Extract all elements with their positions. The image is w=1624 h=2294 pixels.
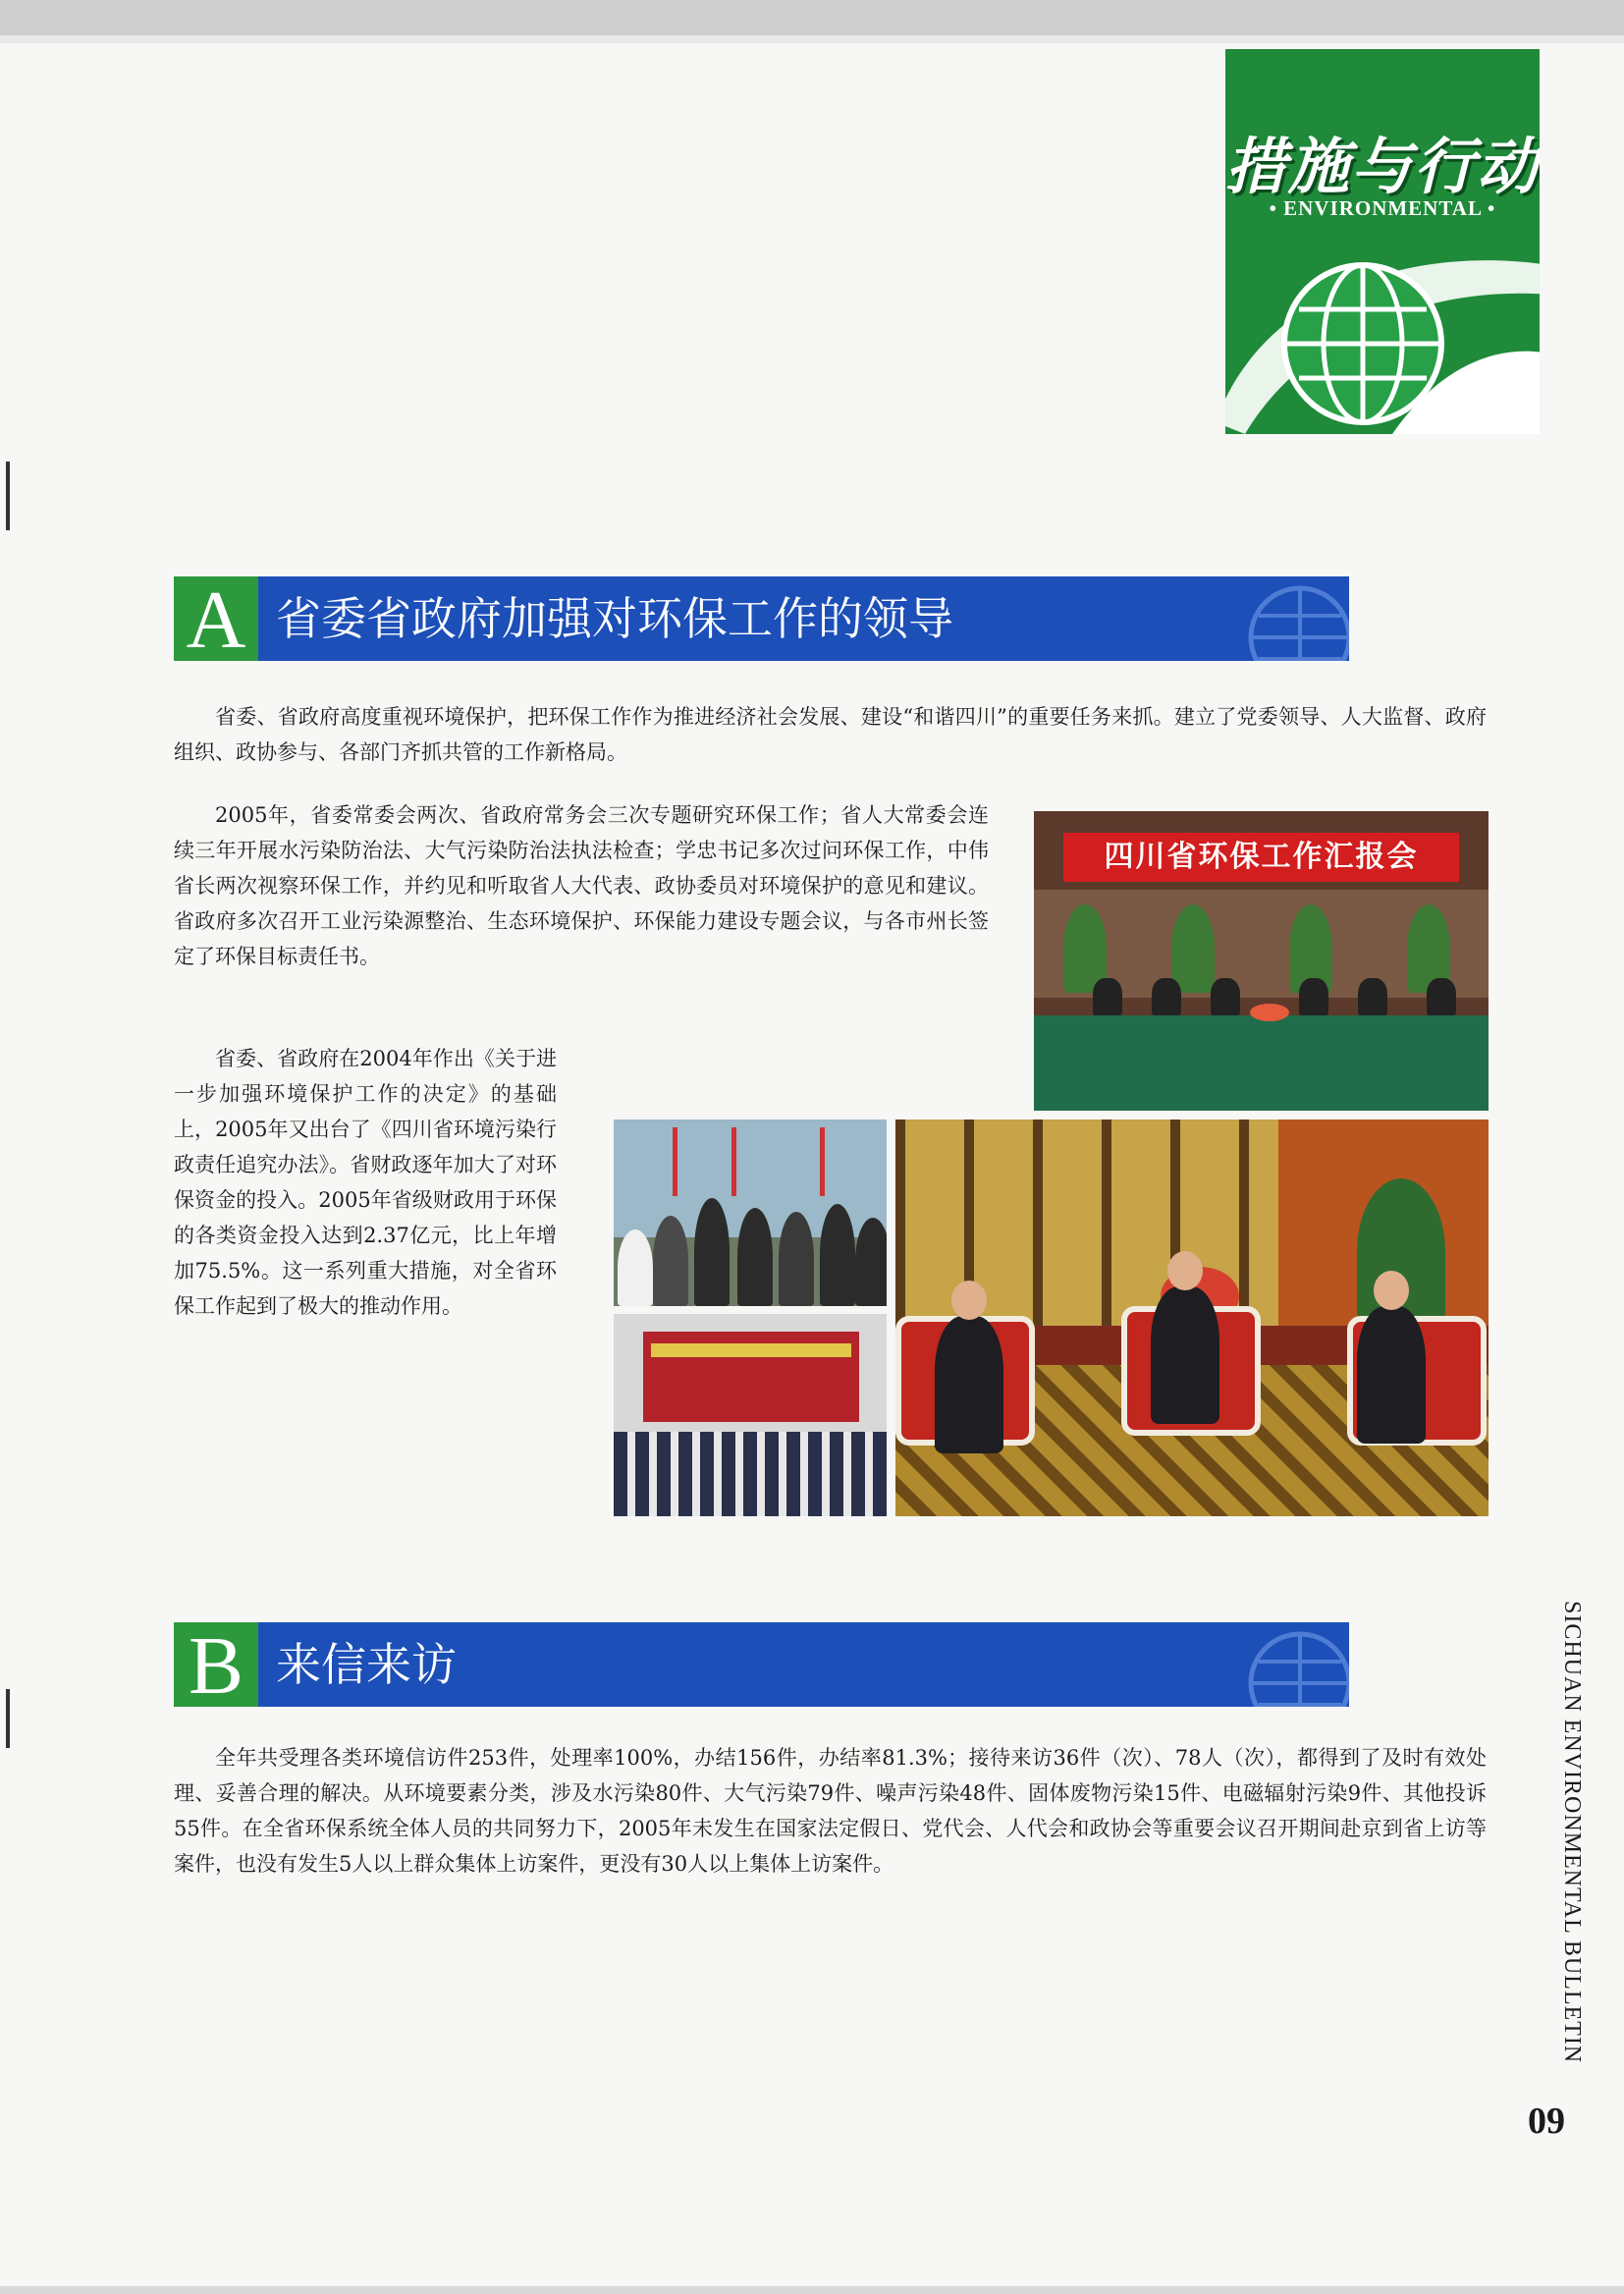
person (855, 1218, 887, 1306)
person (737, 1208, 773, 1306)
section-a-paragraph: 省委、省政府高度重视环境保护，把环保工作作为推进经济社会发展、建设“和谐四川”的重要任务来抓。建立了党委领导、人大监督、政府组织、政协参与、各部门齐抓共管的工作新格局。 (174, 705, 1487, 764)
person (779, 1212, 814, 1306)
person (694, 1198, 730, 1306)
person (1358, 978, 1387, 1017)
section-b-title: 来信来访 (276, 1638, 457, 1691)
plant (1171, 904, 1215, 993)
person (820, 1204, 855, 1306)
person (1151, 1286, 1219, 1424)
person-head (1167, 1251, 1203, 1290)
pole (731, 1127, 736, 1196)
stage-banner (651, 1343, 851, 1357)
globe-leaf-icon (1225, 226, 1540, 434)
person (1093, 978, 1122, 1017)
section-a-title: 省委省政府加强对环保工作的领导 (276, 592, 953, 645)
pole (673, 1127, 677, 1196)
photo-environmental-report-meeting (1034, 811, 1489, 1111)
person (935, 1316, 1003, 1453)
binding-mark (6, 1689, 10, 1748)
page-number: 09 (1528, 2101, 1565, 2142)
photo-conference-hall (614, 1314, 887, 1516)
person-head (951, 1281, 987, 1320)
section-b-paragraph: 全年共受理各类环境信访件253件，处理率100%，办结156件，办结率81.3%；接待来访36件（次）、78人（次），都得到了及时有效处理、妥善合理的解决。从环境要素分类，涉及水污染80件、大气污染79件、噪声污染48件、固体废物污染15件、电磁辐射污染9件、其他投诉55件。在全省环保系统全体人员的共同努力下，2005年未发生在国家法定假日、党代会、人代会和政协会等重要会议召开期间赴京到省上访等案件，也没有发生5人以上群众集体上访案件，更没有30人以上集体上访案件。 (174, 1746, 1487, 1876)
person-head (1374, 1271, 1409, 1310)
section-a-paragraph: 2005年，省委常委会两次、省政府常务会三次专题研究环保工作；省人大常委会连续三年开展水污染防治法、大气污染防治法执法检查；学忠书记多次过问环保工作，中伟省长两次视察环保工作，并约见和听取省人大代表、政协委员对环境保护的意见和建议。省政府多次召开工业污染源整治、生态环境保护、环保能力建设专题会议，与各市州长签定了环保目标责任书。 (174, 803, 989, 968)
binding-mark (6, 462, 10, 530)
photo-outdoor-inspection (614, 1120, 887, 1306)
globe-icon (1221, 1622, 1349, 1707)
page-bottom-edge (0, 2286, 1624, 2294)
person (1211, 978, 1240, 1017)
section-a-letter: A (174, 576, 258, 661)
badge-title: 措施与行动 (1225, 131, 1540, 202)
section-b-heading (174, 1620, 1349, 1712)
section-a-paragraph: 省委、省政府在2004年作出《关于进一步加强环境保护工作的决定》的基础上，2005年又出台了《四川省环境污染行政责任追究办法》。省财政逐年加大了对环保资金的投入。2005年省级财政用于环保的各类资金投入达到2.37亿元，比上年增加75.5%。这一系列重大措施，对全省环保工作起到了极大的推动作用。 (174, 1041, 989, 2058)
photo-official-meeting (895, 1120, 1489, 1516)
publication-side-label: SICHUAN ENVIRONMENTAL BULLETIN (1559, 1601, 1585, 2064)
person (1299, 978, 1328, 1017)
photo-banner: 四川省环保工作汇报会 (1063, 833, 1459, 882)
person (618, 1229, 653, 1306)
person (1357, 1306, 1426, 1444)
person (1152, 978, 1181, 1017)
person (653, 1216, 688, 1306)
pole (820, 1127, 825, 1196)
section-badge (1225, 49, 1540, 434)
section-b-letter: B (174, 1622, 258, 1707)
page-top-edge (0, 0, 1624, 43)
person (1427, 978, 1456, 1017)
globe-icon (1221, 576, 1349, 661)
badge-subtitle: • ENVIRONMENTAL • (1269, 196, 1496, 220)
flowers (1250, 1004, 1289, 1021)
section-a-heading (174, 574, 1349, 666)
audience-seats (614, 1432, 887, 1516)
conference-table (1034, 1015, 1489, 1111)
